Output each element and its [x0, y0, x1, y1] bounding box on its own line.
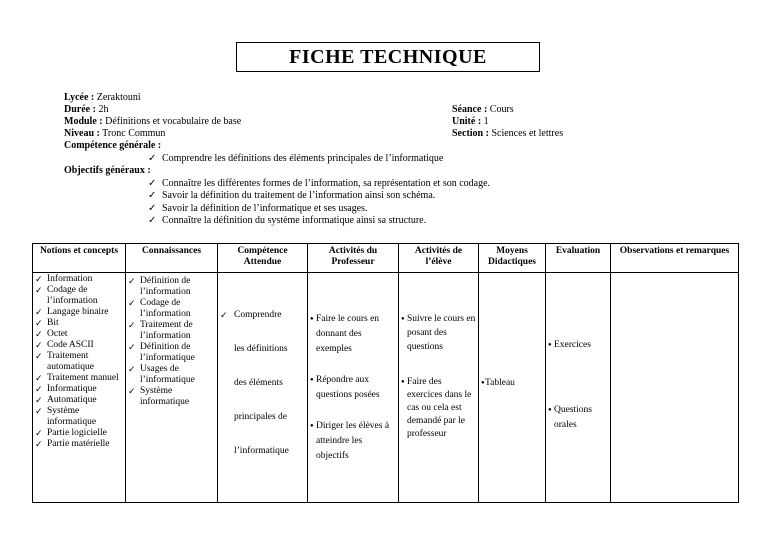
module-value: Définitions et vocabulaire de base: [105, 116, 242, 127]
niveau-label: Niveau :: [64, 128, 100, 139]
table-row: [33, 273, 739, 503]
evaluation-item: ● Exercices: [548, 340, 608, 351]
eleve-activity: ● Faire des exercices dans le cas ou cela est demandé par le professeur: [401, 376, 476, 441]
unite-line: [452, 116, 489, 128]
header-notions: Notions et concepts: [33, 244, 126, 273]
header-activites-eleve: Activités de l’élève: [399, 244, 479, 273]
cell-notions: [33, 273, 126, 503]
list-item: ✓ Traitement manuel: [35, 373, 123, 384]
list-item: ✓ Octet: [35, 329, 123, 340]
cell-evaluation: [546, 273, 611, 503]
header-moyens: Moyens Didactiques: [479, 244, 546, 273]
header-competence: Compétence Attendue: [218, 244, 308, 273]
section-label: Section :: [452, 128, 489, 139]
list-item: ✓ Bit: [35, 318, 123, 329]
list-item: ✓ Définition de l’informatique: [128, 342, 215, 364]
objectif-item: ✓ Connaître les différentes formes de l’information, sa représentation et son codage.: [148, 178, 491, 189]
list-item: ✓ Automatique: [35, 395, 123, 406]
lycee-label: Lycée :: [64, 92, 95, 103]
list-item: ✓ Informatique: [35, 384, 123, 395]
module-label: Module :: [64, 116, 103, 127]
moyens-item: ● Tableau: [481, 378, 543, 389]
cell-moyens: [479, 273, 546, 503]
list-item: ✓ Partie matérielle: [35, 439, 123, 450]
lycee-line: [64, 92, 141, 104]
header-activites-professeur: Activités du Professeur: [308, 244, 399, 273]
list-item: ✓ Traitement de l’information: [128, 320, 215, 342]
list-item: ✓ Système informatique: [35, 406, 123, 428]
objectifs-heading: Objectifs généraux :: [64, 165, 151, 176]
cell-competence: [218, 273, 308, 503]
seance-line: [452, 104, 514, 116]
module-line: [64, 116, 241, 128]
prof-activity: ● Répondre aux questions posées: [310, 373, 396, 403]
list-item: ✓ Langage binaire: [35, 307, 123, 318]
competence-heading: Compétence générale :: [64, 140, 162, 151]
list-item: ✓ Système informatique: [128, 386, 215, 408]
section-value: Sciences et lettres: [491, 128, 564, 139]
cell-activites-eleve: [399, 273, 479, 503]
unite-value: 1: [483, 116, 489, 127]
list-item: ✓ Codage de l’information: [128, 298, 215, 320]
header-connaissances: Connaissances: [126, 244, 218, 273]
objectif-item: ✓ Connaître la définition du système informatique ainsi sa structure.: [148, 215, 427, 226]
lycee-value: Zeraktouni: [96, 92, 141, 103]
list-item: ✓ Code ASCII: [35, 340, 123, 351]
cell-activites-professeur: [308, 273, 399, 503]
competence-item: ✓ Comprendre les définitions des éléments principales de l’informatique: [148, 153, 444, 164]
lesson-table: [32, 243, 739, 503]
list-item: ✓ Information: [35, 274, 123, 285]
objectif-item: ✓ Savoir la définition de l’informatique et ses usages.: [148, 203, 368, 214]
niveau-line: [64, 128, 165, 140]
eleve-activity: ● Suivre le cours en posant des questions: [401, 312, 476, 354]
table-header-row: [33, 244, 739, 273]
header-evaluation: Evaluation: [546, 244, 611, 273]
duree-value: 2h: [98, 104, 109, 115]
prof-activity: ● Diriger les élèves à atteindre les objectifs: [310, 419, 396, 464]
cell-observations: [611, 273, 739, 503]
niveau-value: Tronc Commun: [102, 128, 166, 139]
unite-label: Unité :: [452, 116, 482, 127]
objectif-item: ✓ Savoir la définition du traitement de l’information ainsi son schéma.: [148, 190, 436, 201]
cell-connaissances: [126, 273, 218, 503]
list-item: ✓ Définition de l’information: [128, 276, 215, 298]
evaluation-item: ● Questions orales: [548, 403, 608, 433]
list-item: ✓ Traitement automatique: [35, 351, 123, 373]
competence-text: ✓ Comprendre les définitions des éléments principales de l’informatique: [220, 310, 305, 457]
duree-line: [64, 104, 108, 116]
list-item: ✓ Partie logicielle: [35, 428, 123, 439]
seance-label: Séance :: [452, 104, 488, 115]
prof-activity: ● Faire le cours en donnant des exemples: [310, 312, 396, 357]
section-line: [452, 128, 563, 140]
list-item: ✓ Codage de l’information: [35, 285, 123, 307]
document-title: FICHE TECHNIQUE: [236, 42, 540, 72]
list-item: ✓ Usages de l’informatique: [128, 364, 215, 386]
header-observations: Observations et remarques: [611, 244, 739, 273]
seance-value: Cours: [489, 104, 514, 115]
duree-label: Durée :: [64, 104, 96, 115]
